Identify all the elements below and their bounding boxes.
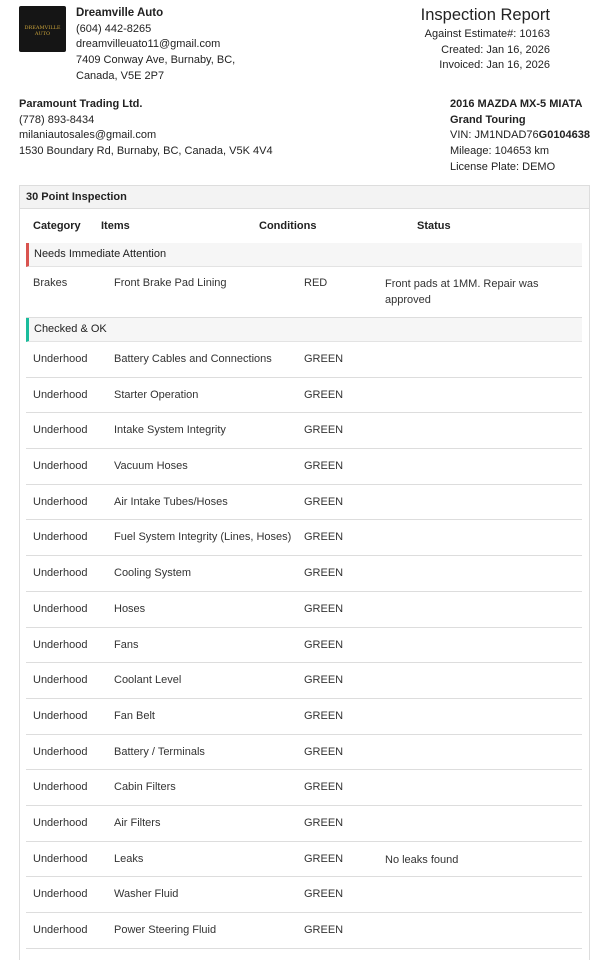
row-condition: GREEN xyxy=(304,460,344,473)
row-category: Underhood xyxy=(33,709,88,722)
inspection-row xyxy=(26,267,582,318)
shop-logo xyxy=(19,6,66,52)
shop-address-line2: Canada, V5E 2P7 xyxy=(76,69,165,82)
row-item: Starter Operation xyxy=(114,388,199,401)
row-category: Underhood xyxy=(33,602,88,615)
row-category: Underhood xyxy=(33,674,88,687)
row-condition: GREEN xyxy=(304,531,344,544)
row-status: No leaks found xyxy=(385,853,459,866)
row-item: Power Steering Fluid xyxy=(114,924,217,936)
row-category: Underhood xyxy=(33,388,88,401)
inspection-row xyxy=(26,735,582,771)
header-conditions: Conditions xyxy=(259,220,317,232)
row-category: Underhood xyxy=(33,888,88,901)
vehicle-info xyxy=(450,97,590,176)
row-category: Underhood xyxy=(33,852,88,865)
row-item: Air Filters xyxy=(114,816,161,829)
row-category: Underhood xyxy=(33,567,88,580)
inspection-row xyxy=(26,556,582,592)
estimate-number: Against Estimate#: 10163 xyxy=(424,28,550,40)
inspection-row xyxy=(26,413,582,449)
shop-email: dreamvilleuato11@gmail.com xyxy=(76,38,221,51)
inspection-row xyxy=(26,342,582,378)
shop-phone: (604) 442-8265 xyxy=(76,22,152,35)
row-item: Washer Fluid xyxy=(114,888,179,901)
vehicle-model: 2016 MAZDA MX-5 MIATA xyxy=(450,98,583,110)
row-category: Brakes xyxy=(33,277,68,289)
row-item: Fan Belt xyxy=(114,709,155,722)
row-condition: GREEN xyxy=(304,781,344,794)
inspection-row xyxy=(26,485,582,521)
row-category: Underhood xyxy=(33,531,88,544)
vehicle-vin xyxy=(450,128,590,144)
row-item: Coolant Level xyxy=(114,674,182,687)
row-item: Front Brake Pad Lining xyxy=(114,277,227,289)
logo-text: DREAMVILLE AUTO xyxy=(24,25,61,37)
row-category: Underhood xyxy=(33,495,88,508)
row-item: Fuel System Integrity (Lines, Hoses) xyxy=(114,531,292,544)
row-condition: GREEN xyxy=(304,353,344,365)
inspection-row xyxy=(26,806,582,842)
row-condition: GREEN xyxy=(304,495,344,508)
row-item: Cooling System xyxy=(114,567,192,580)
row-condition: GREEN xyxy=(304,745,344,758)
vehicle-trim: Grand Touring xyxy=(450,113,526,126)
header-items: Items xyxy=(101,220,130,232)
report-info xyxy=(421,5,550,74)
row-item: Leaks xyxy=(114,852,144,865)
row-item: Vacuum Hoses xyxy=(114,460,188,473)
inspection-row xyxy=(26,699,582,735)
inspection-row xyxy=(26,663,582,699)
vehicle-mileage: Mileage: 104653 km xyxy=(450,145,550,158)
row-item: Battery Cables and Connections xyxy=(114,353,272,365)
invoiced-date: Invoiced: Jan 16, 2026 xyxy=(439,59,550,72)
row-condition: GREEN xyxy=(304,674,344,687)
customer-address: 1530 Boundary Rd, Burnaby, BC, Canada, V5K 4V4 xyxy=(19,145,273,158)
inspection-row xyxy=(26,378,582,414)
vin-suffix: G0104638 xyxy=(538,129,591,142)
shop-info xyxy=(76,6,235,85)
customer-email: milaniautosales@gmail.com xyxy=(19,129,157,142)
row-category: Underhood xyxy=(33,424,88,437)
section-header: Needs Immediate Attention xyxy=(26,243,582,267)
created-date: Created: Jan 16, 2026 xyxy=(441,43,550,56)
header-status: Status xyxy=(417,220,451,232)
inspection-row xyxy=(26,913,582,949)
inspection-row xyxy=(26,592,582,628)
table-header xyxy=(20,209,589,243)
row-item: Air Intake Tubes/Hoses xyxy=(114,495,228,508)
shop-name: Dreamville Auto xyxy=(76,7,164,19)
row-status: Front pads at 1MM. Repair was approved xyxy=(385,278,539,306)
row-item: Cabin Filters xyxy=(114,781,176,794)
row-category: Underhood xyxy=(33,460,88,473)
inspection-sections xyxy=(20,243,589,949)
row-category: Underhood xyxy=(33,816,88,829)
row-category: Underhood xyxy=(33,638,88,651)
inspection-row xyxy=(26,628,582,664)
row-item: Fans xyxy=(114,638,139,651)
row-condition: GREEN xyxy=(304,924,344,936)
section-header: Checked & OK xyxy=(26,318,582,342)
inspection-row xyxy=(26,449,582,485)
row-condition: GREEN xyxy=(304,638,344,651)
row-condition: GREEN xyxy=(304,852,344,865)
vehicle-plate: License Plate: DEMO xyxy=(450,160,556,173)
row-condition: GREEN xyxy=(304,388,344,401)
row-condition: GREEN xyxy=(304,816,344,829)
row-item: Battery / Terminals xyxy=(114,745,205,758)
report-title: Inspection Report xyxy=(420,6,550,24)
row-category: Underhood xyxy=(33,353,88,365)
row-condition: GREEN xyxy=(304,602,344,615)
row-condition: RED xyxy=(304,277,328,289)
inspection-row xyxy=(26,520,582,556)
inspection-title: 30 Point Inspection xyxy=(20,186,589,209)
inspection-row xyxy=(26,770,582,806)
row-item: Intake System Integrity xyxy=(114,424,226,437)
row-item: Hoses xyxy=(114,602,146,615)
row-condition: GREEN xyxy=(304,567,344,580)
inspection-row xyxy=(26,877,582,913)
inspection-row xyxy=(26,842,582,878)
row-condition: GREEN xyxy=(304,424,344,437)
row-condition: GREEN xyxy=(304,888,344,901)
inspection-card xyxy=(19,185,590,960)
customer-name: Paramount Trading Ltd. xyxy=(19,98,143,110)
row-category: Underhood xyxy=(33,781,88,794)
row-condition: GREEN xyxy=(304,709,344,722)
vin-prefix: VIN: JM1NDAD76 xyxy=(450,129,539,142)
row-category: Underhood xyxy=(33,745,88,758)
row-category: Underhood xyxy=(33,924,88,936)
header-category: Category xyxy=(33,220,81,232)
customer-info xyxy=(19,97,273,160)
customer-phone: (778) 893-8434 xyxy=(19,113,95,126)
shop-address-line1: 7409 Conway Ave, Burnaby, BC, xyxy=(76,54,236,67)
